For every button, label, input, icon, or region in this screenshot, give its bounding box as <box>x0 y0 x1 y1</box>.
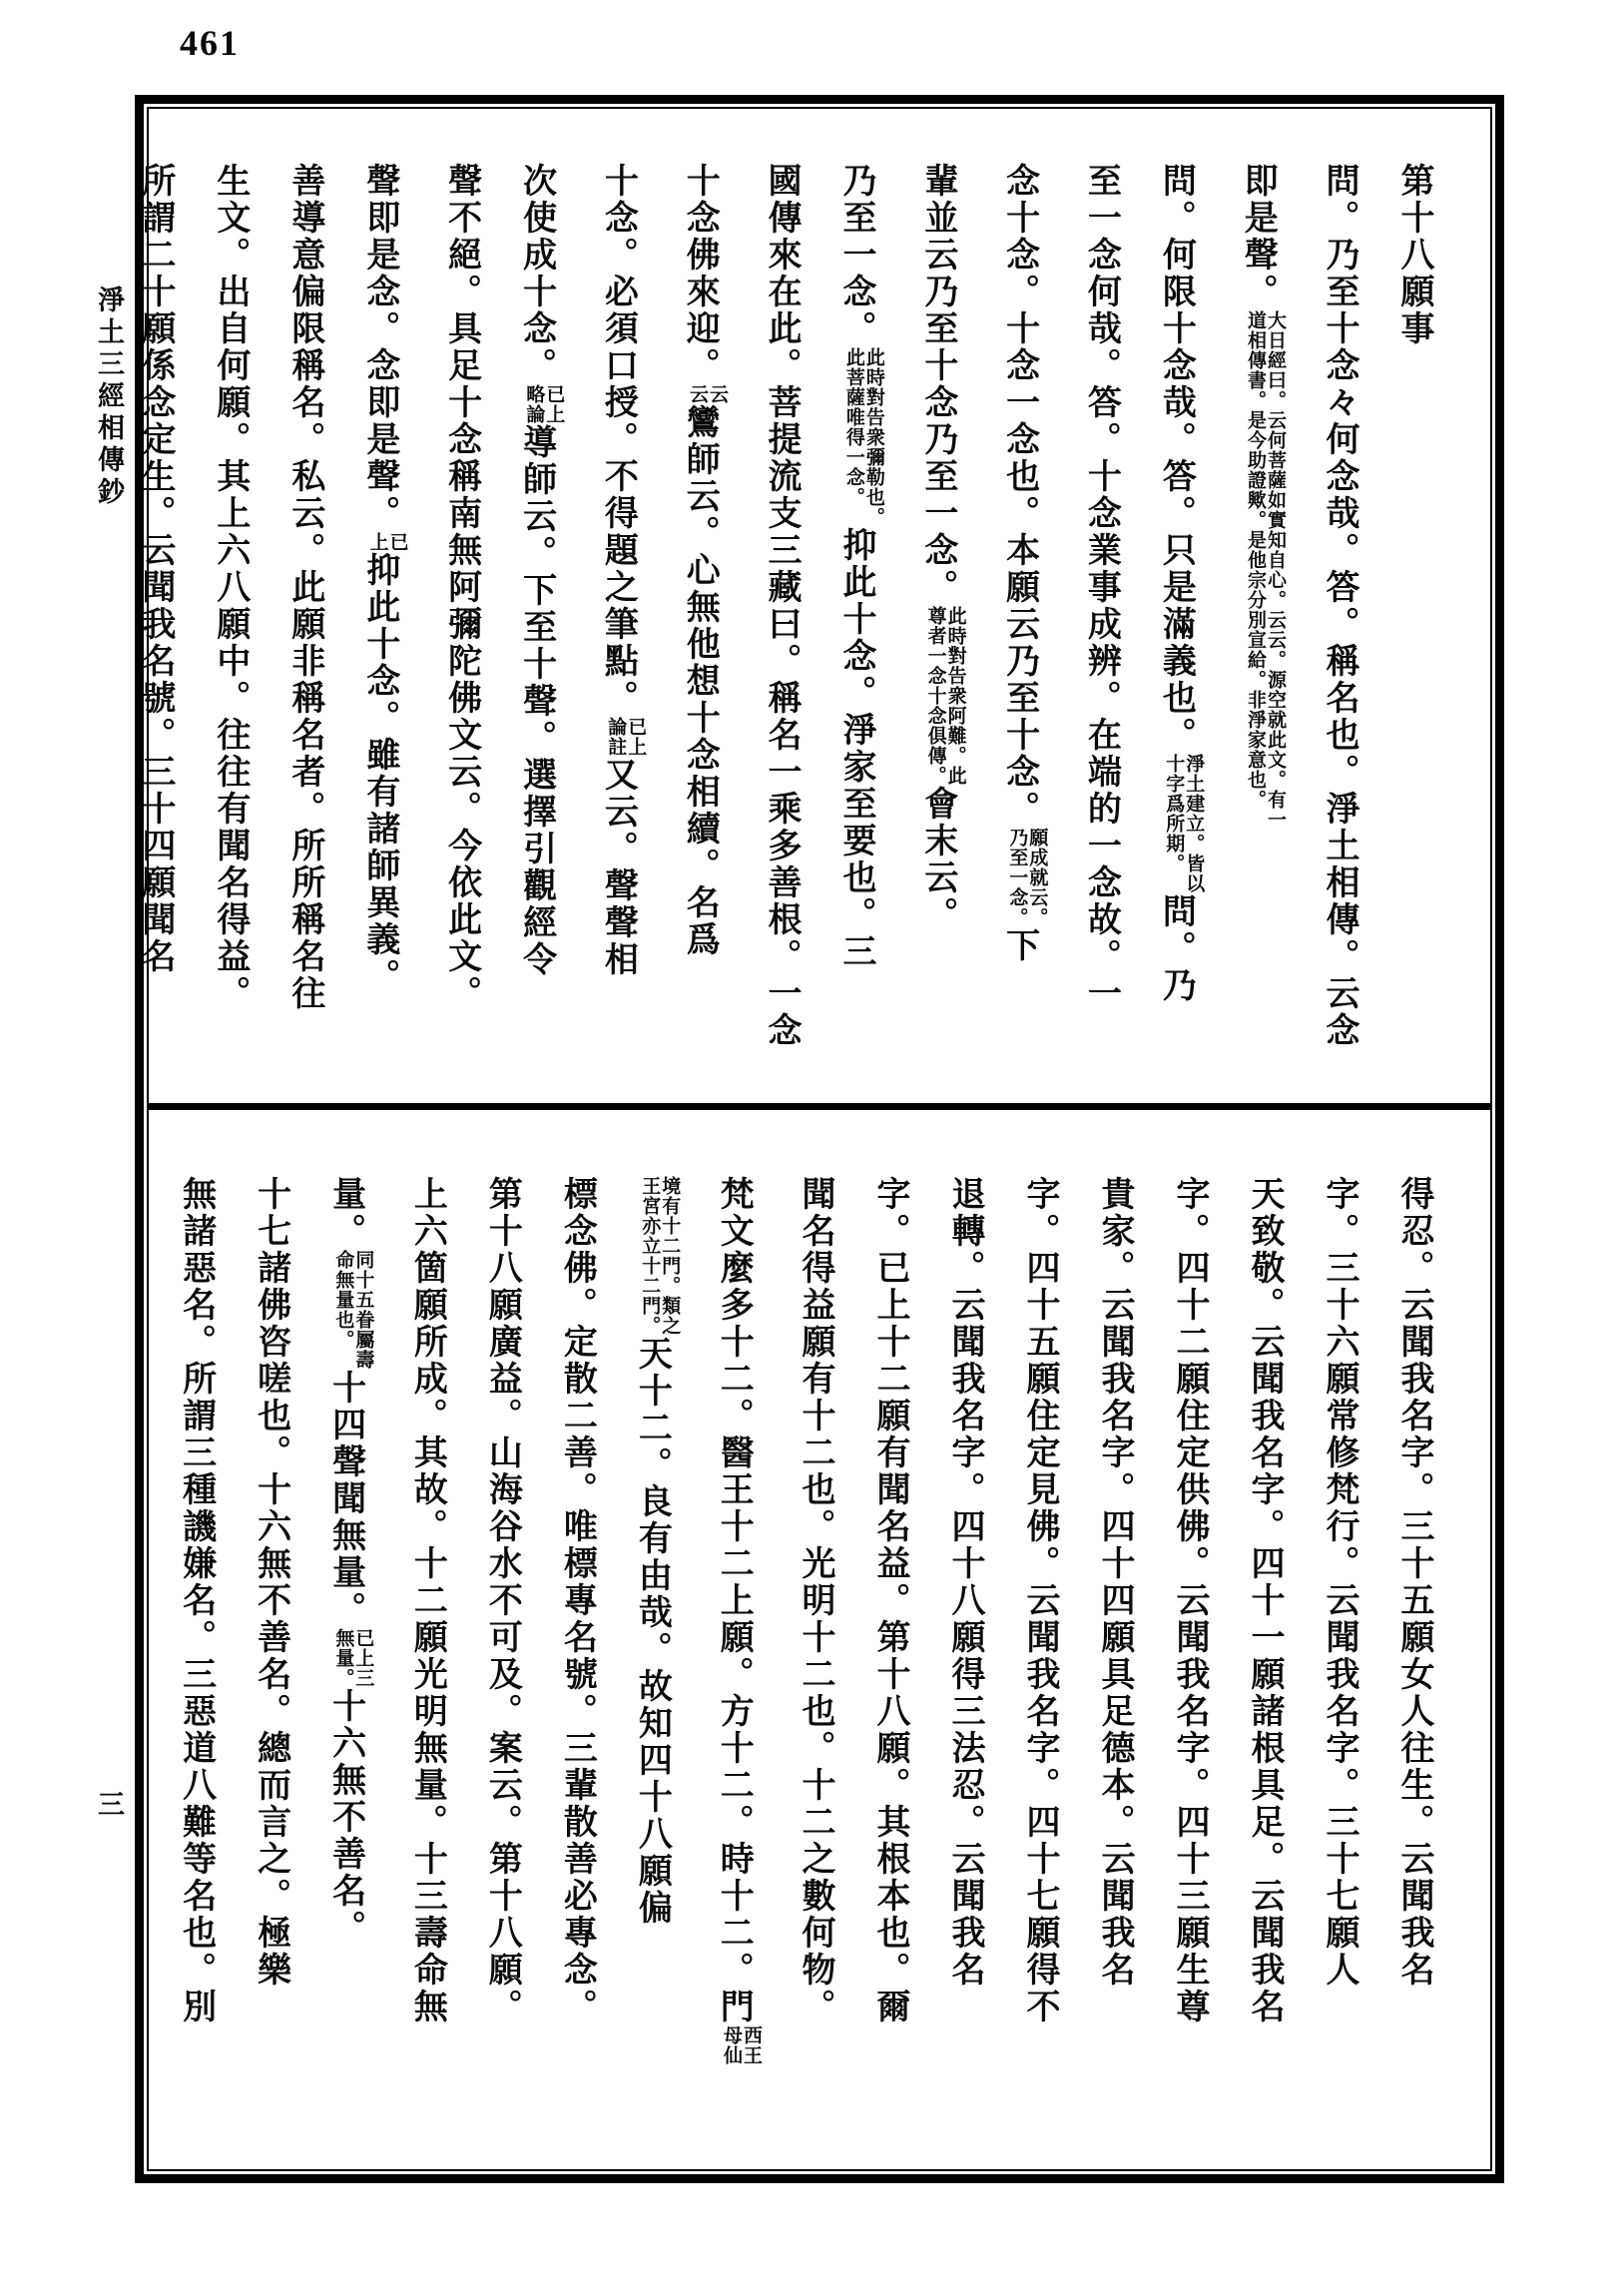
text-column <box>1093 1176 1135 2142</box>
warichu-annotation: 同十五眷屬壽命無量也。 <box>332 1250 374 1370</box>
column-text: 字。四十五願住定見佛。云聞我名字。四十七願得不 <box>1021 1176 1058 2025</box>
column-text: 聲即是念。念即是聲。 <box>360 163 398 532</box>
column-text: 問。乃 <box>1157 893 1195 1004</box>
text-column <box>324 1176 373 2142</box>
column-text: 天十二。良有由哉。故知四十八願偏 <box>633 1336 671 1927</box>
text-column <box>515 163 564 1096</box>
text-column <box>1168 1176 1210 2142</box>
text-column <box>943 1176 985 2142</box>
text-column <box>555 1176 597 2142</box>
text-column <box>834 163 883 1096</box>
text-column <box>134 163 176 1096</box>
column-text: 無諸惡名。所謂三種譏嫌名。三惡道八難等名也。別 <box>177 1176 215 2025</box>
warichu-annotation: 願成就云。乃至一念。 <box>1006 828 1048 927</box>
text-column <box>760 163 802 1096</box>
column-text: 又云。聲聲相 <box>599 757 637 978</box>
column-text: 即是聲。 <box>1239 163 1277 310</box>
margin-folio-marker: 三 <box>98 1790 125 1820</box>
column-text: 梵文麼多十二。醫王十二上願。方十二。時十二。門 <box>715 1176 753 2025</box>
text-column <box>1079 163 1121 1096</box>
warichu-annotation: 云云 <box>687 384 729 404</box>
column-text: 聲不絕。具足十念稱南無阿彌陀佛文云。今依此文。 <box>442 163 480 1012</box>
column-text: 善導意偏限稱名。私云。此願非稱名者。所所稱名往 <box>285 163 323 1012</box>
column-text: 字。四十二願住定供佛。云聞我名字。四十三願生尊 <box>1171 1176 1208 2025</box>
text-column <box>630 1176 679 2142</box>
column-text: 下 <box>1000 927 1038 964</box>
lower-text-register <box>142 1176 1434 2142</box>
section-heading: 第十八願事 <box>1395 163 1432 347</box>
text-column <box>916 163 965 1096</box>
text-column <box>283 163 325 1096</box>
column-text: 天致敬。云聞我名字。四十一願諸根具足。云聞我名 <box>1246 1176 1283 2025</box>
column-text: 會末云。 <box>918 786 956 933</box>
column-text: 貴家。云聞我名字。四十四願具足德本。云聞我名 <box>1096 1176 1133 1989</box>
text-column <box>440 163 482 1096</box>
column-text: 抑此十念。淨家至要也。三 <box>837 527 875 970</box>
upper-text-register <box>101 163 1434 1096</box>
text-column <box>405 1176 447 2142</box>
warichu-annotation: 西王母仙 <box>721 2025 762 2065</box>
column-text: 輩並云乃至十念乃至一念。 <box>918 163 956 606</box>
column-text: 字。已上十二願有聞名益。第十八願。其根本也。爾 <box>871 1176 908 2025</box>
column-text: 導師云。下至十聲。選擇引觀經令 <box>517 424 555 978</box>
column-text: 得忍。云聞我名字。三十五願女人往生。云聞我名 <box>1395 1176 1432 1989</box>
column-text: 標念佛。定散二善。唯標專名號。三輩散善必專念。 <box>558 1176 596 2025</box>
column-text: 國傳來在此。菩提流支三藏曰。稱名一乘多善根。一念 <box>763 163 801 1049</box>
column-text: 十念。必須口授。不得題之筆點。 <box>599 163 637 717</box>
column-text: 問。何限十念哉。答。只是滿義也。 <box>1157 163 1195 754</box>
warichu-annotation: 已上三無量。 <box>332 1628 374 1688</box>
margin-title: 淨土三經相傳鈔 <box>94 286 124 509</box>
text-column <box>358 163 407 1096</box>
column-text: 十六無不善名。 <box>326 1688 364 1947</box>
text-column <box>998 163 1047 1096</box>
text-column <box>1318 163 1359 1096</box>
column-text: 第十八願廣益。山海谷水不可及。案云。第十八願。 <box>483 1176 521 2025</box>
warichu-annotation: 此時對告衆彌勒也。此菩薩唯得一念。 <box>842 347 884 527</box>
column-text: 次使成十念。 <box>517 163 555 384</box>
column-text: 念十念。十念一念也。本願云乃至十念。 <box>1000 163 1038 828</box>
text-column <box>596 163 645 1096</box>
text-column <box>209 163 251 1096</box>
text-column <box>868 1176 910 2142</box>
text-column <box>250 1176 291 2142</box>
text-column <box>1392 1176 1434 2142</box>
column-text: 聞名得益願有十二也。光明十二也。十二之數何物。 <box>797 1176 833 2025</box>
text-column <box>175 1176 217 2142</box>
register-divider-rule <box>149 1103 1490 1110</box>
warichu-annotation: 大日經曰。云何菩薩如實知自心。云云。源空就此文。有一道相傳書。是今助證歟。是他宗分別宣給。非淨家意也。 <box>1245 310 1286 830</box>
column-text: 乃至一念。 <box>837 163 875 347</box>
warichu-annotation: 淨土建立。皆以十字爲所期。 <box>1163 754 1205 893</box>
column-text: 生文。出自何願。其上六八願中。往往有聞名得益。 <box>211 163 249 1012</box>
column-text: 上六箇願所成。其故。十二願光明無量。十三壽命無 <box>408 1176 446 2025</box>
text-column <box>794 1176 835 2142</box>
page-number: 461 <box>180 23 240 63</box>
column-text: 十四聲聞無量。 <box>326 1370 364 1628</box>
warichu-annotation: 已上略論 <box>523 384 565 424</box>
warichu-annotation: 此時對告衆阿難。此尊者一念十念俱傳。 <box>924 606 966 786</box>
text-column <box>1018 1176 1060 2142</box>
column-text: 退轉。云聞我名字。四十八願得三法忍。云聞我名 <box>946 1176 983 1989</box>
column-text: 所謂二十願係念定生。云聞我名號。三十四願聞名 <box>136 163 174 975</box>
page-border-frame <box>135 95 1504 2183</box>
warichu-annotation: 境有十二門。類之王宮亦立十二門。 <box>639 1176 681 1336</box>
text-column <box>1154 163 1203 1096</box>
text-column <box>480 1176 522 2142</box>
warichu-annotation: 已上 <box>366 532 408 552</box>
column-text: 問。乃至十念々何念哉。答。稱名也。淨土相傳。云念 <box>1321 163 1357 1049</box>
text-column <box>1243 1176 1285 2142</box>
text-column <box>1236 163 1285 1096</box>
inner-border <box>136 107 1492 2171</box>
column-text: 十七諸佛咨嗟也。十六無不善名。總而言之。極樂 <box>252 1176 289 1989</box>
column-text: 至一念何哉。答。十念業事成辨。在端的一念故。一 <box>1082 163 1120 1012</box>
column-text: 鸞師云。心無他想十念相續。名爲 <box>681 404 719 958</box>
column-text: 抑此十念。雖有諸師異義。 <box>360 552 398 995</box>
column-text: 十念佛來迎。 <box>681 163 719 384</box>
column-text: 字。三十六願常修梵行。云聞我名字。三十七願人 <box>1321 1176 1357 1989</box>
warichu-annotation: 已上論註 <box>605 717 647 757</box>
text-column <box>1318 1176 1359 2142</box>
column-text: 量。 <box>326 1176 364 1250</box>
text-column <box>1392 163 1434 1096</box>
text-column <box>678 163 727 1096</box>
text-column <box>712 1176 761 2142</box>
